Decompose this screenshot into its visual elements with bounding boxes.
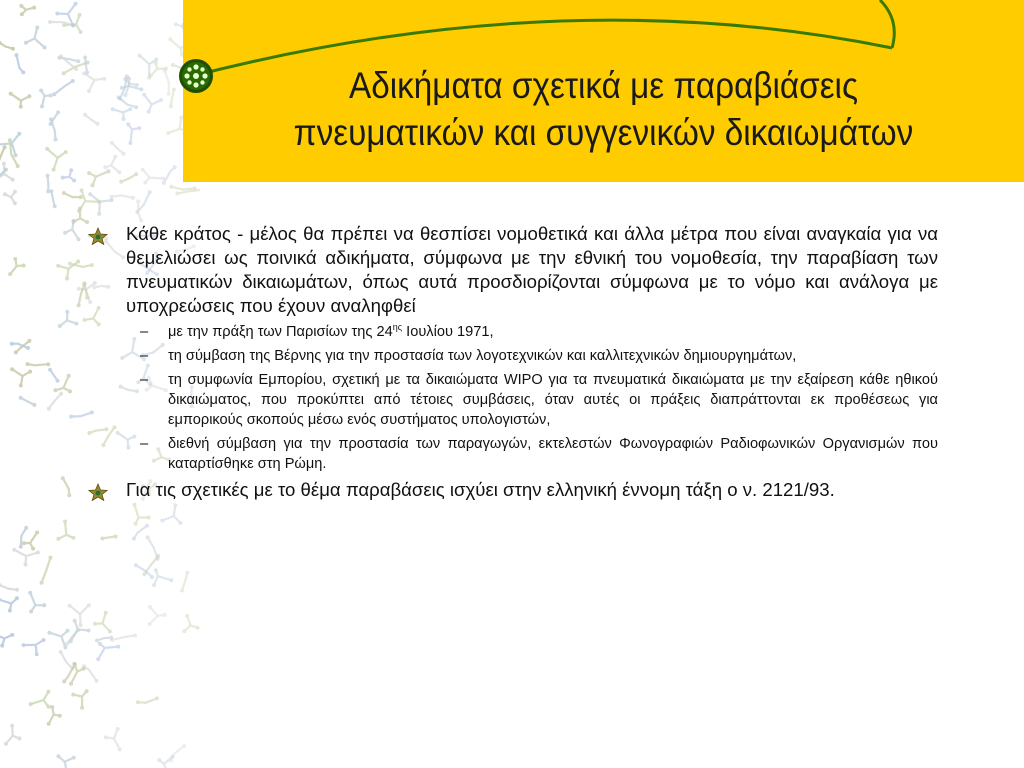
molecule-shape [169, 744, 186, 763]
title-line-1: Αδικήματα σχετικά με παραβιάσεις [348, 65, 859, 106]
molecule-shape [152, 568, 173, 587]
sub-point-4 [88, 434, 938, 474]
molecule-shape [22, 531, 39, 551]
bullet-star-icon [88, 483, 108, 501]
sub-point-1-sup: ης [392, 322, 403, 333]
molecule-shape [180, 571, 189, 593]
molecule-shape [47, 629, 69, 650]
molecule-shape [96, 642, 120, 661]
molecule-shape [26, 362, 51, 366]
sub-point-3-text: τη συμφωνία Εμπορίου, σχετική με τα δικαιώματα WIPO για τα πνευματικά δικαιώματα με την εξαίρεση κάθε ηθικού δικαιώματος, που προκύπτει από τέτοιες συμβάσεις, όταν αυτές οι πράξεις διαπράττονται εκ προθέσεως για εμπορικούς σκοπούς μέσω ενός συστήματος υπολογιστών, [168, 372, 938, 428]
sub-point-1-text-post: Ιουλίου 1971, [402, 324, 494, 340]
molecule-shape [148, 605, 167, 626]
molecule-shape [48, 368, 59, 383]
dash-marker: – [140, 436, 149, 452]
dash-marker: – [140, 372, 149, 388]
sub-point-4-text: διεθνή σύμβαση για την προστασία των παραγωγών, εκτελεστών Φωνογραφιών Ραδιοφωνικών Οργανισμών που καταρτίσθηκε στη Ρώμη. [168, 436, 938, 472]
molecule-shape [160, 503, 182, 525]
molecule-shape [136, 696, 159, 704]
dash-marker: – [140, 324, 149, 340]
molecule-shape [68, 603, 91, 627]
molecule-shape [4, 724, 22, 746]
sub-point-2-text: τη σύμβαση της Βέρνης για την προστασία των λογοτεχνικών και καλλιτεχνικών δημιουργημάτων, [168, 348, 797, 364]
dash-marker: – [140, 348, 149, 364]
molecule-shape [53, 374, 72, 394]
molecule-shape [169, 185, 196, 191]
bullet-point-1 [88, 222, 938, 318]
molecule-shape [93, 611, 112, 634]
molecule-shape [56, 260, 80, 281]
molecule-shape [56, 520, 75, 541]
molecule-shape [59, 650, 75, 670]
molecule-shape [133, 503, 151, 526]
sub-point-2 [88, 346, 938, 366]
bullet-point-1-text: Κάθε κράτος - μέλος θα πρέπει να θεσπίσει νομοθετικά και άλλα μέτρα που είναι αναγκαία για να θεμελιώσει ως ποινικά αδικήματα, σύμφωνα με την εθνική του νομοθεσία, την παραβίαση των πνευματικών δικαιωμάτων, όπως αυτά προσδιορίζονται σύμφωνα με το νόμο και ανάλογα με υποχρεώσεις που έχουν αναληφθεί [126, 223, 938, 316]
molecule-shape [40, 556, 53, 585]
title-line-2: πνευματικών και συγγενικών δικαιωμάτων [293, 112, 914, 153]
molecule-shape [88, 192, 113, 216]
molecule-shape [0, 596, 19, 612]
molecule-shape [71, 689, 88, 710]
slide-title [225, 62, 982, 156]
molecule-shape [110, 195, 135, 200]
molecule-shape [29, 690, 51, 709]
sub-point-1-text-pre: με την πράξη των Παρισίων της 24 [168, 324, 393, 340]
molecule-shape [77, 188, 101, 213]
molecule-shape [22, 638, 46, 656]
molecule-shape [10, 367, 32, 387]
molecule-shape [19, 396, 37, 407]
molecule-shape [58, 310, 79, 328]
bullet-star-icon [88, 227, 108, 245]
molecule-shape [47, 392, 63, 411]
molecule-shape [110, 634, 137, 642]
molecule-shape [100, 535, 117, 541]
molecule-shape [0, 583, 19, 592]
molecule-shape [56, 754, 75, 768]
molecule-shape [28, 591, 46, 614]
molecule-shape [49, 189, 56, 208]
molecule-shape [19, 526, 28, 549]
molecule-shape [61, 476, 72, 497]
sub-point-3 [88, 370, 938, 430]
molecule-shape [182, 614, 199, 633]
molecule-shape [3, 190, 17, 206]
molecule-shape [12, 548, 40, 567]
molecule-shape [104, 727, 122, 751]
bullet-point-2-text: Για τις σχετικές με το θέμα παραβάσεις ισχύει στην ελληνική έννομη τάξη ο ν. 2121/93. [126, 479, 835, 500]
sub-point-1 [88, 322, 938, 342]
molecule-shape [0, 633, 14, 648]
molecule-shape [8, 257, 25, 276]
bullet-point-2 [88, 478, 938, 502]
slide-body [88, 222, 938, 506]
molecule-shape [62, 191, 83, 199]
circle-of-dots-icon [179, 59, 213, 93]
